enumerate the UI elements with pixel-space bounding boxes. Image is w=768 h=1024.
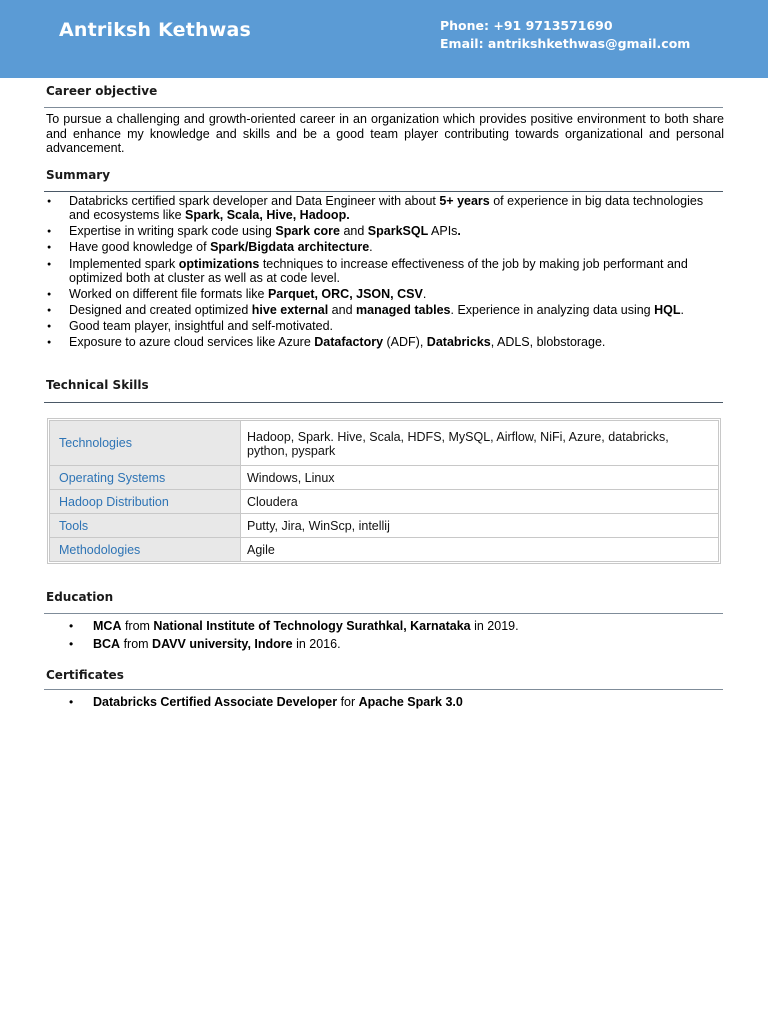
skill-category: Hadoop Distribution — [50, 490, 241, 514]
summary-list — [46, 194, 726, 351]
table-row — [50, 514, 719, 538]
skill-value: Putty, Jira, WinScp, intellij — [241, 514, 719, 538]
phone-number[interactable]: Phone: +91 9713571690 — [440, 18, 613, 33]
summary-item: ● Expertise in writing spark code using Spark core and SparkSQL APIs. — [46, 224, 726, 238]
skill-category: Operating Systems — [50, 466, 241, 490]
summary-item: ● Have good knowledge of Spark/Bigdata architecture. — [46, 240, 726, 254]
email-address[interactable]: Email: antrikshkethwas@gmail.com — [440, 36, 691, 51]
skill-value: Windows, Linux — [241, 466, 719, 490]
summary-item: ● Worked on different file formats like Parquet, ORC, JSON, CSV. — [46, 287, 726, 301]
education-list — [69, 617, 519, 653]
summary-item: ● Exposure to azure cloud services like Azure Datafactory (ADF), Databricks, ADLS, blobstorage. — [46, 335, 726, 349]
certificates-heading: Certificates — [46, 668, 124, 682]
table-row — [50, 421, 719, 466]
table-row — [50, 538, 719, 562]
skill-category: Technologies — [50, 421, 241, 466]
technical-skills-heading: Technical Skills — [46, 378, 149, 392]
skills-table — [49, 420, 719, 562]
candidate-name: Antriksh Kethwas — [59, 19, 252, 41]
table-row — [50, 466, 719, 490]
list-item: • Databricks Certified Associate Developer for Apache Spark 3.0 — [69, 693, 463, 711]
summary-item: ● Implemented spark optimizations techniques to increase effectiveness of the job by making job performant and optimized both at cluster as well as at code level. — [46, 257, 726, 286]
summary-heading: Summary — [46, 168, 111, 182]
skill-value: Agile — [241, 538, 719, 562]
resume-header — [0, 0, 768, 78]
skill-category: Methodologies — [50, 538, 241, 562]
table-row — [50, 490, 719, 514]
skill-value: Cloudera — [241, 490, 719, 514]
list-item: • BCA from DAVV university, Indore in 2016. — [69, 635, 519, 653]
list-item: • MCA from National Institute of Technology Surathkal, Karnataka in 2019. — [69, 617, 519, 635]
summary-divider — [44, 191, 723, 192]
summary-item: ● Designed and created optimized hive external and managed tables. Experience in analyzing data using HQL. — [46, 303, 726, 317]
education-heading: Education — [46, 590, 114, 604]
skill-category: Tools — [50, 514, 241, 538]
certificates-divider — [44, 689, 723, 690]
skill-value: Hadoop, Spark. Hive, Scala, HDFS, MySQL, Airflow, NiFi, Azure, databricks, python, pyspark — [241, 421, 719, 466]
education-divider — [44, 613, 723, 614]
career-divider — [44, 107, 723, 108]
summary-item: ● Good team player, insightful and self-motivated. — [46, 319, 726, 333]
career-objective-heading: Career objective — [46, 84, 158, 98]
contact-block — [440, 17, 690, 53]
career-objective-text: To pursue a challenging and growth-oriented career in an organization which provides positive environment to both share and enhance my knowledge and skills and be a good team player contributing towards organizational and personal advancement. — [46, 112, 724, 155]
certificates-list — [69, 693, 463, 711]
skills-divider — [44, 402, 723, 403]
summary-item: ● Databricks certified spark developer and Data Engineer with about 5+ years of experience in big data technologies and ecosystems like Spark, Scala, Hive, Hadoop. — [46, 194, 726, 223]
